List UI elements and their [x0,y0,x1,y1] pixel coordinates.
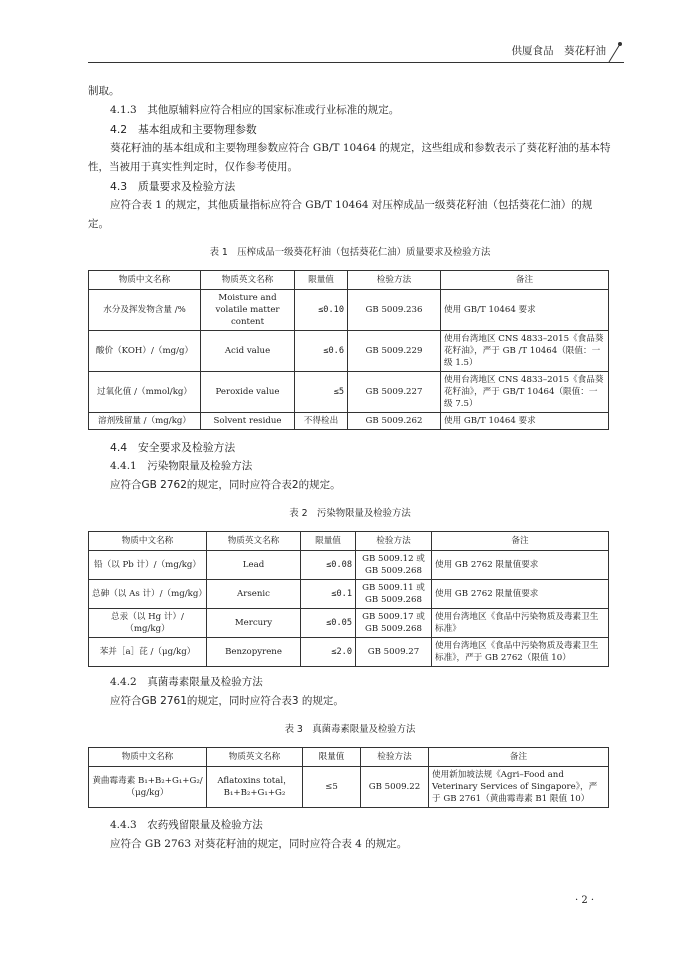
paragraph-continuation: 制取。 [88,85,120,97]
cell-method: GB 5009.236 [348,290,441,331]
table-header-cell: 备注 [432,532,609,551]
clause-4-1-3: 4.1.3 其他原辅料应符合相应的国家标准或行业标准的规定。 [110,104,400,116]
heading-4-3: 4.3 质量要求及检验方法 [110,180,236,193]
cell-method: GB 5009.11 或 GB 5009.268 [356,580,432,609]
cell-en-name: Benzopyrene [207,638,301,667]
header-corner-mark-icon [606,38,624,62]
table-row [89,767,609,808]
table-header-cell: 物质英文名称 [207,748,303,767]
page-header [88,38,624,63]
table-row [89,551,609,580]
cell-limit: ≤5 [295,372,348,413]
cell-limit: ≤0.10 [295,290,348,331]
cell-en-name: Peroxide value [201,372,295,413]
cell-note: 使用台湾地区 CNS 4833–2015《食品葵花籽油》，严于 GB /T 10464（限值：一级 1.5） [441,331,609,372]
cell-note: 使用台湾地区《食品中污染物质及毒素卫生标准》，严于 GB 2762（限值 10） [432,638,609,667]
cell-note: 使用 GB/T 10464 要求 [441,413,609,430]
cell-cn-name: 过氧化值 /（mmol/kg） [89,372,201,413]
cell-note: 使用 GB/T 10464 要求 [441,290,609,331]
cell-limit: ≤0.08 [301,551,356,580]
cell-en-name: Mercury [207,609,301,638]
cell-cn-name: 黄曲霉毒素 B₁+B₂+G₁+G₂/（μg/kg） [89,767,207,808]
table-header-cell: 检验方法 [356,532,432,551]
table-header-row [89,271,609,290]
cell-note: 使用台湾地区《食品中污染物质及毒素卫生标准》 [432,609,609,638]
cell-method: GB 5009.262 [348,413,441,430]
table3-caption: 表 3 真菌毒素限量及检验方法 [284,724,416,735]
cell-method: GB 5009.27 [356,638,432,667]
table-header-row [89,532,609,551]
paragraph-4-2: 葵花籽油的基本组成和主要物理参数应符合 GB/T 10464 的规定，这些组成和参数表示了葵花籽油的基本特性，当被用于真实性判定时，仅作参考使用。 [88,142,611,173]
table-header-cell: 限量值 [295,271,348,290]
clause-4-4-1: 4.4.1 污染物限量及检验方法 [110,460,253,472]
table-header-cell: 物质英文名称 [207,532,301,551]
table-header-cell: 备注 [429,748,609,767]
table-row [89,580,609,609]
paragraph-4-3: 应符合表 1 的规定，其他质量指标应符合 GB/T 10464 对压榨成品一级葵花籽油（包括葵花仁油）的规定。 [88,199,593,230]
cell-cn-name: 水分及挥发物含量 /% [89,290,201,331]
cell-limit: ≤0.05 [301,609,356,638]
paragraph-4-4-2: 应符合GB 2761的规定，同时应符合表3 的规定。 [110,695,344,707]
cell-note: 使用 GB 2762 限量值要求 [432,551,609,580]
table-header-cell: 物质英文名称 [201,271,295,290]
table-header-row [89,748,609,767]
clause-4-4-2: 4.4.2 真菌毒素限量及检验方法 [110,676,263,688]
table-header-cell: 物质中文名称 [89,532,207,551]
table1-caption: 表 1 压榨成品一级葵花籽油（包括葵花仁油）质量要求及检验方法 [209,247,491,258]
table2-caption: 表 2 污染物限量及检验方法 [289,508,411,519]
paragraph-4-4-1: 应符合GB 2762的规定，同时应符合表2的规定。 [110,479,341,491]
cell-limit: ≤0.6 [295,331,348,372]
document-body [88,82,612,854]
table-header-cell: 限量值 [303,748,361,767]
heading-4-4: 4.4 安全要求及检验方法 [110,441,236,454]
cell-en-name: Aflatoxins total，B₁+B₂+G₁+G₂ [207,767,303,808]
heading-4-2: 4.2 基本组成和主要物理参数 [110,123,257,136]
cell-note: 使用台湾地区 CNS 4833–2015《食品葵花籽油》，严于 GB/T 10464（限值：一级 7.5） [441,372,609,413]
cell-cn-name: 苯并［a］芘 /（μg/kg） [89,638,207,667]
table-row [89,290,609,331]
cell-en-name: Solvent residue [201,413,295,430]
paragraph-4-4-3: 应符合 GB 2763 对葵花籽油的规定，同时应符合表 4 的规定。 [110,838,408,850]
table-header-cell: 物质中文名称 [89,271,201,290]
table-header-cell: 检验方法 [348,271,441,290]
table-header-cell: 检验方法 [361,748,429,767]
table-row [89,372,609,413]
table-header-cell: 备注 [441,271,609,290]
cell-method: GB 5009.12 或 GB 5009.268 [356,551,432,580]
cell-en-name: Lead [207,551,301,580]
cell-method: GB 5009.17 或 GB 5009.268 [356,609,432,638]
cell-cn-name: 铅（以 Pb 计）/（mg/kg） [89,551,207,580]
table-row [89,609,609,638]
cell-limit: ≤0.1 [301,580,356,609]
header-title: 供厦食品 葵花籽油 [511,45,606,57]
cell-note: 使用新加坡法规《Agri–Food and Veterinary Services of Singapore》，严于 GB 2761（黄曲霉毒素 B1 限值 10） [429,767,609,808]
cell-cn-name: 总汞（以 Hg 计）/（mg/kg） [89,609,207,638]
cell-cn-name: 总砷（以 As 计）/（mg/kg） [89,580,207,609]
table-header-cell: 限量值 [301,532,356,551]
cell-limit: 不得检出 [295,413,348,430]
clause-4-4-3: 4.4.3 农药残留限量及检验方法 [110,819,263,831]
cell-limit: ≤5 [303,767,361,808]
cell-limit: ≤2.0 [301,638,356,667]
table-header-cell: 物质中文名称 [89,748,207,767]
table-row [89,413,609,430]
cell-method: GB 5009.227 [348,372,441,413]
table2-contaminants [88,531,609,667]
cell-note: 使用 GB 2762 限量值要求 [432,580,609,609]
cell-cn-name: 溶剂残留量 /（mg/kg） [89,413,201,430]
cell-en-name: Acid value [201,331,295,372]
cell-en-name: Moisture and volatile matter content [201,290,295,331]
cell-en-name: Arsenic [207,580,301,609]
cell-cn-name: 酸价（KOH）/（mg/g） [89,331,201,372]
table-row [89,638,609,667]
cell-method: GB 5009.22 [361,767,429,808]
cell-method: GB 5009.229 [348,331,441,372]
table3-mycotoxins [88,747,609,808]
table-row [89,331,609,372]
page-number: · 2 · [575,895,595,906]
table1-quality-requirements [88,270,609,430]
